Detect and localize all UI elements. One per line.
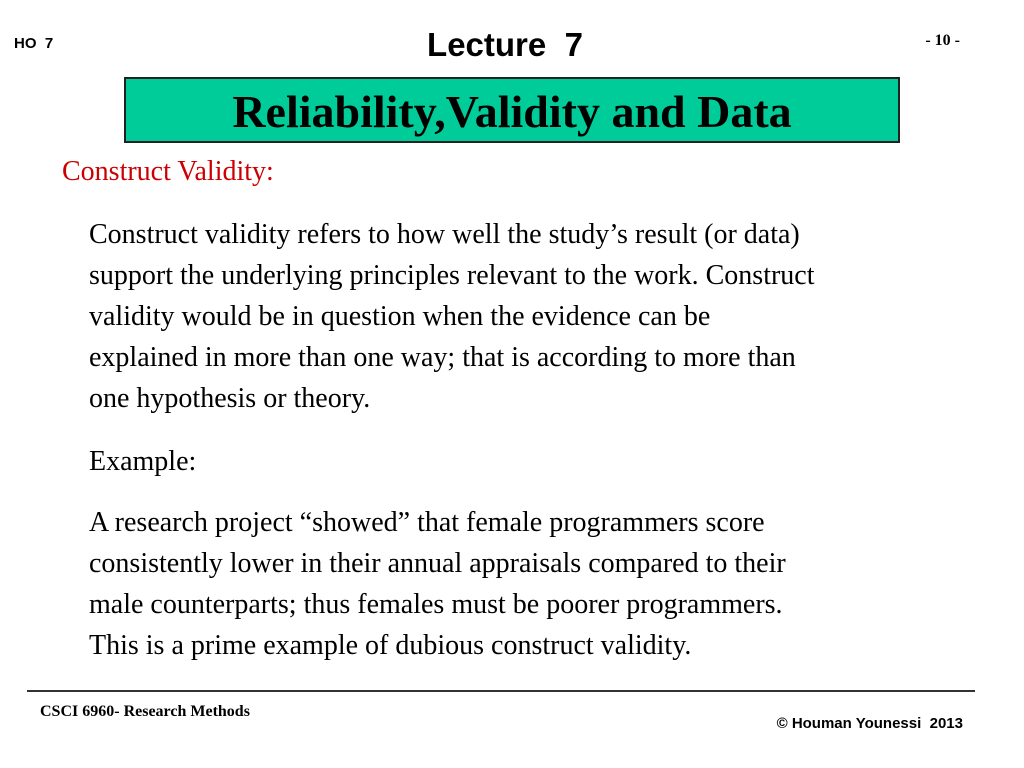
course-name: CSCI 6960- Research Methods	[40, 703, 250, 720]
slide-title: Reliability,Validity and Data	[232, 86, 792, 137]
example-label: Example:	[89, 446, 197, 477]
paragraph-line: explained in more than one way; that is according to more than	[89, 342, 796, 373]
paragraph-line: validity would be in question when the evidence can be	[89, 301, 711, 332]
paragraph-line: Construct validity refers to how well the study’s result (or data)	[89, 219, 800, 250]
paragraph-line: A research project “showed” that female programmers score	[89, 507, 765, 538]
paragraph-line: This is a prime example of dubious construct validity.	[89, 630, 692, 661]
handout-label: HO 7	[14, 35, 54, 52]
page-number: - 10 -	[925, 32, 960, 49]
example-paragraph	[89, 502, 994, 666]
lecture-title: Lecture 7	[427, 26, 583, 63]
section-heading: Construct Validity:	[62, 156, 274, 187]
paragraph-line: one hypothesis or theory.	[89, 383, 371, 414]
paragraph-line: support the underlying principles relevant to the work. Construct	[89, 260, 815, 291]
slide-title-box	[124, 77, 900, 143]
definition-paragraph	[89, 214, 994, 419]
paragraph-line: male counterparts; thus females must be poorer programmers.	[89, 589, 783, 620]
footer-divider	[27, 690, 975, 692]
paragraph-line: consistently lower in their annual appraisals compared to their	[89, 548, 786, 579]
copyright-notice: © Houman Younessi 2013	[776, 715, 963, 732]
